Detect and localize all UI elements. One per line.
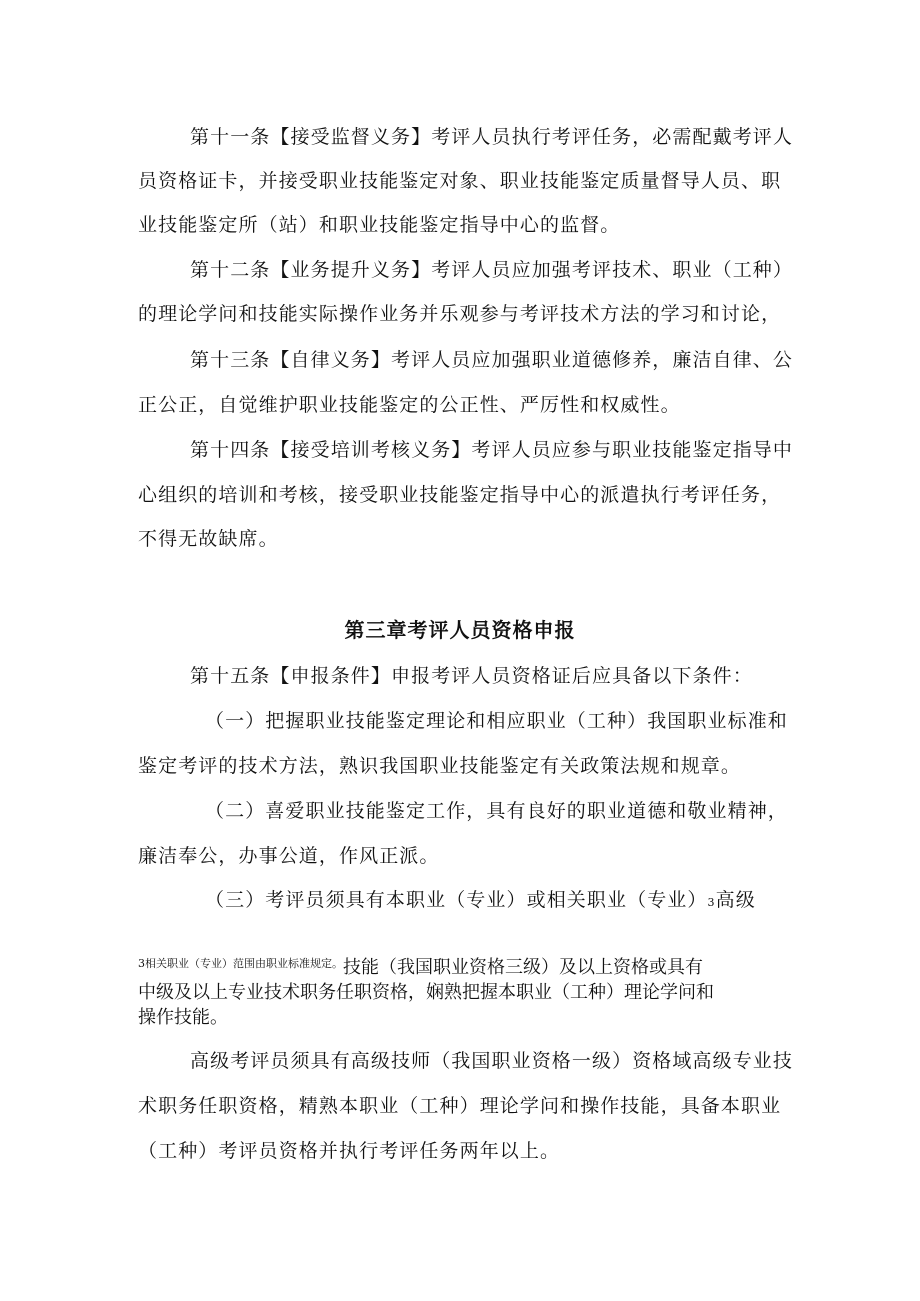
paragraph-line: 心组织的培训和考核，接受职业技能鉴定指导中心的派遣执行考评任务， [138,484,782,506]
paragraph-line: 不得无故缺席。 [138,528,279,550]
list-item-text-end: 高级 [715,889,756,911]
list-item-line: 廉洁奉公，办事公道，作风正派。 [138,845,440,867]
paragraph-line: 正公正，自觉维护职业技能鉴定的公正性、严厉性和权威性。 [138,394,681,416]
paragraph-line: 第十四条【接受培训考核义务】考评人员应参与职业技能鉴定指导中 [190,439,794,461]
chapter-title: 第三章考评人员资格申报 [344,618,576,642]
footnote-continuation: 技能（我国职业资格三级）及以上资格或具有 [343,957,703,978]
list-item-line [205,887,865,916]
paragraph-line: （工种）考评员资格并执行考评任务两年以上。 [138,1140,561,1162]
footnote-note: 相关职业（专业）范围由职业标准规定。 [145,957,343,970]
list-item-line: 鉴定考评的技术方法，熟识我国职业技能鉴定有关政策法规和规章。 [138,755,742,777]
paragraph-line: 业技能鉴定所（站）和职业技能鉴定指导中心的监督。 [138,214,621,236]
list-item-line: （二）喜爱职业技能鉴定工作，具有良好的职业道德和敬业精神， [205,800,788,822]
footnote-line: 操作技能。 [138,1007,228,1028]
paragraph-line: 第十二条【业务提升义务】考评人员应加强考评技术、职业（工种） [190,259,794,281]
footnote-line [138,957,818,979]
paragraph-line: 的理论学问和技能实际操作业务并乐观参与考评技术方法的学习和讨论， [138,303,782,325]
paragraph-line: 第十一条【接受监督义务】考评人员执行考评任务，必需配戴考评人 [190,126,794,148]
paragraph-line: 第十三条【自律义务】考评人员应加强职业道德修养，廉洁自律、公 [190,349,794,371]
list-item-line: （一）把握职业技能鉴定理论和相应职业（工种）我国职业标准和 [205,710,788,732]
paragraph-line: 高级考评员须具有高级技师（我国职业资格一级）资格域高级专业技 [190,1050,794,1072]
paragraph-line: 员资格证卡，并接受职业技能鉴定对象、职业技能鉴定质量督导人员、职 [138,170,782,192]
paragraph-line: 术职务任职资格，精熟本职业（工种）理论学问和操作技能，具备本职业 [138,1095,782,1117]
footnote-line: 中级及以上专业技术职务任职资格，娴熟把握本职业（工种）理论学问和 [138,982,714,1003]
footnote-reference: 3 [707,896,716,909]
list-item-text: （三）考评员须具有本职业（专业）或相关职业（专业） [205,889,708,911]
paragraph-line: 第十五条【申报条件】申报考评人员资格证后应具备以下条件： [190,665,753,687]
footnote-mark: 3 [138,957,145,970]
